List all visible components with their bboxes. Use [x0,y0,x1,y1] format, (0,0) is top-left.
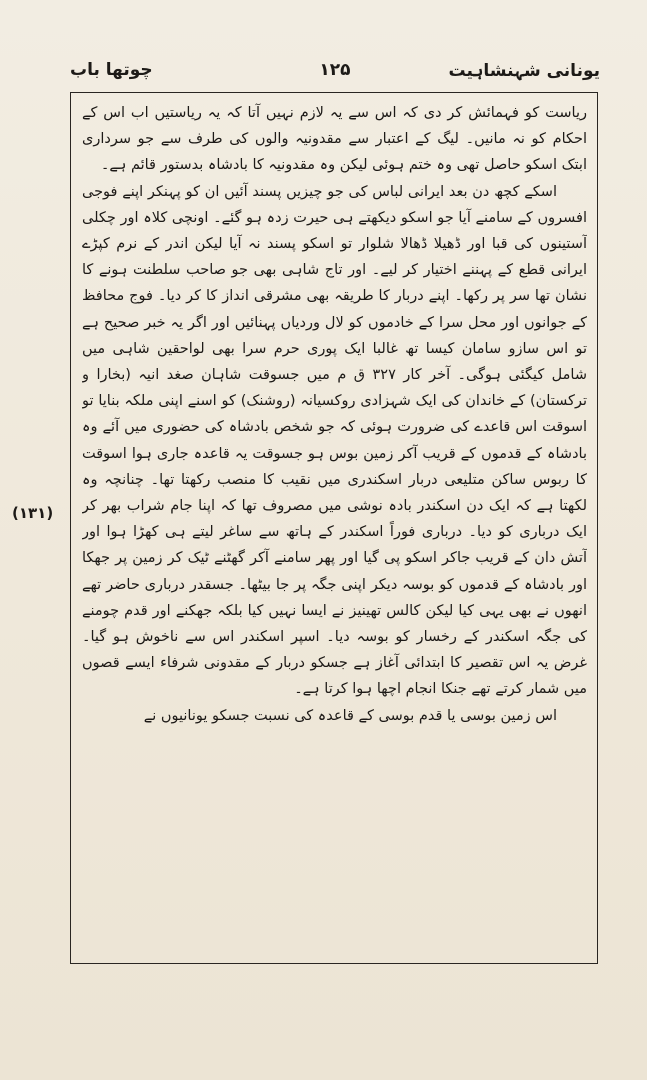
paragraph-1: ریاست کو فہمائش کر دی کہ اس سے یہ لازم نہیں آتا کہ یہ ریاستیں اب اس کے احکام کو نہ مانیں۔ لیگ کے اعتبار سے مقدونیہ والوں کی طرف سے جو سرداری ابتک اسکو حاصل تھی وہ ختم ہوئی لیکن وہ مقدونیہ کا بادشاہ بدستور قائم ہے۔ [82,105,587,174]
page-number: ۱۲۵ [319,60,351,80]
running-header [70,56,600,88]
margin-reference-number: (۱۳۱) [12,504,54,522]
paragraph-2: اسکے کچھ دن بعد ایرانی لباس کی جو چیزیں پسند آئیں ان کو پہنکر اپنے فوجی افسروں کے سامنے آیا جو اسکو دیکھتے ہی حیرت زدہ ہو گئے۔ اونچی کلاہ اور چکلی آستینوں کی قبا اور ڈھیلا ڈھالا شلوار تو اسکو پسند نہ آیا لیکن اندر کے نرم کپڑے ایرانی قطع کے پہننے اختیار کر لیے۔ اور تاج شاہی بھی جو صاحب سلطنت ہونے کا نشان تھا سر پر رکھا۔ اپنے دربار کا طریقہ بھی مشرقی انداز کا کر دیا۔ فوج محافظ کے جوانوں اور محل سرا کے خادموں کو لال وردیاں پہنائیں اور اگر یہ خبر صحیح ہے تو اس سازو سامان کیسا تھ غالبا ایک پوری حرم سرا بھی لواحقین شاہی میں شامل کیگئی ہوگی۔ آخر کار ۳۲۷ ق م میں جسوقت شاہان صغد انیہ (بخارا و ترکستان) کے خاندان کی ایک شہزادی روکسیانہ (روشنک) کو اسنے اپنی ملکہ بنایا تو اسوقت اس قاعدے کی ضرورت ہوئی کہ جو شخص بادشاہ کی حضوری میں آئے وہ بادشاہ کے قدموں کے قریب آکر زمین بوس ہو جسوقت یہ قاعدہ جاری ہوا اسوقت کا ربوس ساکن متلیعی دربار اسکندری میں نقیب کا منصب رکھتا تھا۔ چنانچہ وہ لکھتا ہے کہ ایک دن اسکندر بادہ نوشی میں مصروف تھا کہ اپنا جام شراب بھر کر ایک درباری کو دیا۔ درباری فوراً اسکندر کے ہاتھ سے ساغر لیتے ہی کھڑا ہوا اور آتش دان کے قریب جاکر اسکو پی گیا اور پھر سامنے آکر گھٹنے ٹیک کر زمین پر جھکا اور بادشاہ کے قدموں کو بوسہ دیکر اپنی جگہ پر جا بیٹھا۔ جسقدر درباری حاضر تھے انھوں نے بھی یہی کیا لیکن کالس تھینیز نے ایسا نہیں کیا بلکہ جھکنے اور قدم چومنے کی جگہ اسکندر کے رخسار کو بوسہ دیا۔ اسپر اسکندر اس سے ناخوش ہو گیا۔ غرض یہ اس تقصیر کا ابتدائی آغاز ہے جسکو دربار کے مقدونی شرفاء ایسے قصوں میں شمار کرتے تھے جنکا انجام اچھا ہوا کرتا ہے۔ [82,183,587,698]
page-body [82,100,587,960]
book-title: یونانی شہنشاہیت [448,61,600,81]
paragraph-3: اس زمین بوسی یا قدم بوسی کے قاعدہ کی نسبت جسکو یونانیوں نے [143,707,557,724]
chapter-title: چوتھا باب [70,60,153,80]
